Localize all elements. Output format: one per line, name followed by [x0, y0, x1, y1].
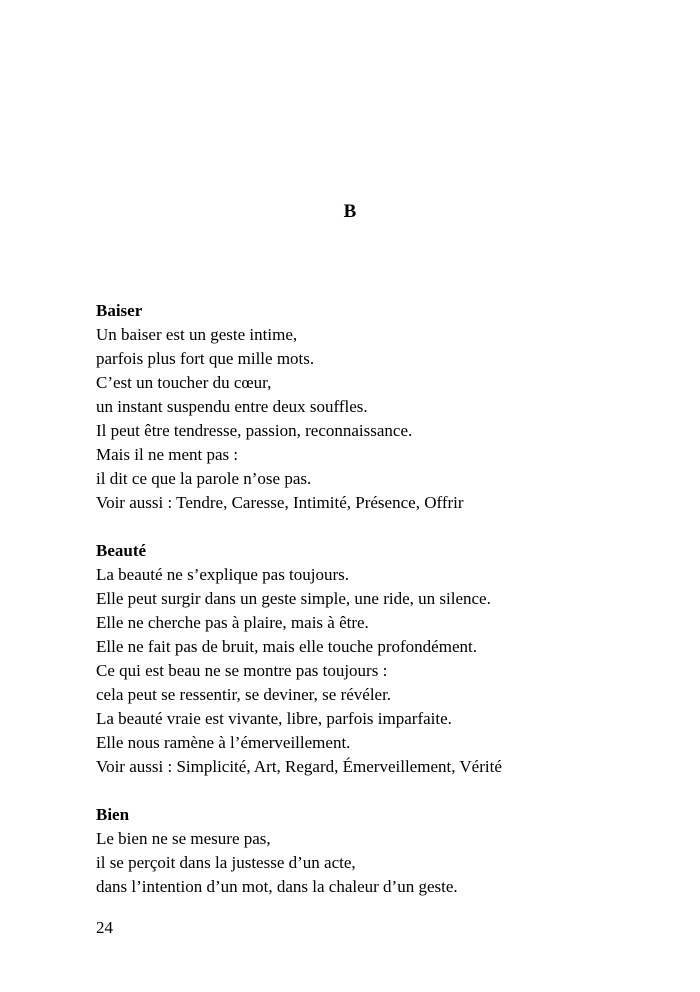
entry-line: Elle nous ramène à l’émerveillement. [96, 733, 351, 752]
entry-line: Un baiser est un geste intime, [96, 325, 298, 344]
entry-line: il dit ce que la parole n’ose pas. [96, 469, 312, 488]
see-also-line: Voir aussi : Tendre, Caresse, Intimité, Présence, Offrir [96, 493, 464, 512]
entry-title: Bien [96, 805, 130, 824]
page-number: 24 [96, 918, 113, 937]
entry-line: La beauté vraie est vivante, libre, parfois imparfaite. [96, 709, 452, 728]
entry-line: Elle ne cherche pas à plaire, mais à être. [96, 613, 369, 632]
entry-line: La beauté ne s’explique pas toujours. [96, 565, 350, 584]
entry-title: Baiser [96, 301, 143, 320]
entry-line: Elle ne fait pas de bruit, mais elle touche profondément. [96, 637, 477, 656]
entry-line: Le bien ne se mesure pas, [96, 829, 271, 848]
entry-beaute [96, 539, 656, 779]
entry-line: Ce qui est beau ne se montre pas toujours : [96, 661, 388, 680]
entry-line: parfois plus fort que mille mots. [96, 349, 315, 368]
see-also-line: Voir aussi : Simplicité, Art, Regard, Émerveillement, Vérité [96, 757, 502, 776]
entry-line: Elle peut surgir dans un geste simple, une ride, un silence. [96, 589, 491, 608]
entry-baiser [96, 299, 656, 515]
entry-spacer [96, 515, 656, 539]
entry-line: dans l’intention d’un mot, dans la chaleur d’un geste. [96, 877, 458, 896]
entry-line: cela peut se ressentir, se deviner, se révéler. [96, 685, 392, 704]
entry-line: Il peut être tendresse, passion, reconnaissance. [96, 421, 413, 440]
entry-spacer [96, 779, 656, 803]
entry-line: Mais il ne ment pas : [96, 445, 239, 464]
entry-bien [96, 803, 656, 899]
section-letter: B [343, 201, 357, 222]
entry-line: un instant suspendu entre deux souffles. [96, 397, 368, 416]
glossary-content [96, 299, 656, 899]
entry-title: Beauté [96, 541, 147, 560]
entry-line: il se perçoit dans la justesse d’un acte, [96, 853, 356, 872]
entry-line: C’est un toucher du cœur, [96, 373, 272, 392]
